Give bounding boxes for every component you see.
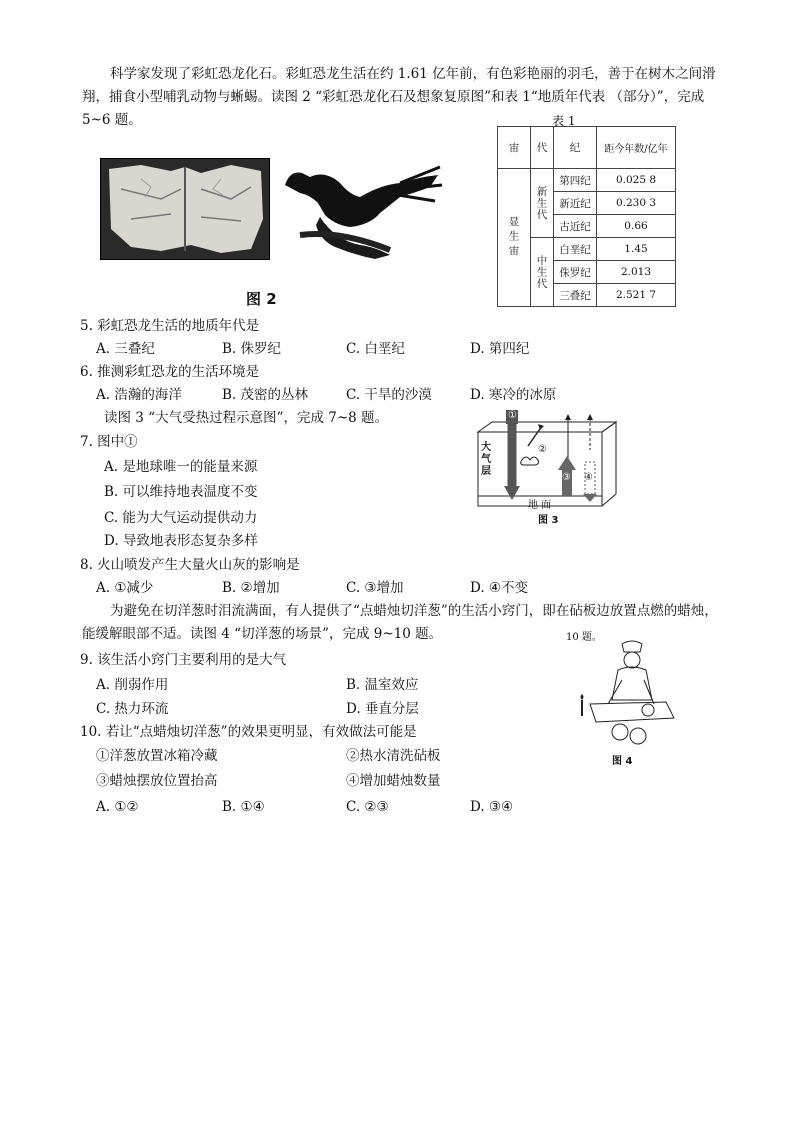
period-cell: 第四纪	[554, 169, 597, 192]
q5-option-b[interactable]: B. 侏罗纪	[222, 341, 282, 357]
period-cell: 三叠纪	[554, 284, 597, 307]
period-cell: 新近纪	[554, 192, 597, 215]
age-cell: 2.521 7	[597, 284, 676, 307]
figure-4-cutting-onion-scene	[570, 640, 680, 750]
q8-option-d[interactable]: D. ④不变	[470, 580, 529, 596]
atmosphere-label: 大气层	[481, 442, 491, 477]
mark-1: ①	[508, 410, 517, 421]
figure-3-label: 图 3	[538, 515, 559, 526]
age-cell: 1.45	[597, 238, 676, 261]
q10-option-c[interactable]: C. ②③	[346, 799, 389, 815]
intro-paragraph-3: 为避免在切洋葱时泪流满面，有人提供了“点蜡烛切洋葱”的生活小窍门，即在砧板边放置点燃的蜡烛，能缓解眼部不适。读图 4 “切洋葱的场景”，完成 9~10 题。	[82, 603, 718, 642]
period-cell: 侏罗纪	[554, 261, 597, 284]
period-cell: 白垩纪	[554, 238, 597, 261]
q10-item-2: ②热水清洗砧板	[346, 748, 441, 764]
q7-option-d[interactable]: D. 导致地表形态复杂多样	[104, 533, 258, 549]
geologic-time-table	[497, 126, 676, 307]
header-age: 距今年数/亿年	[597, 127, 676, 169]
ground-label: 地 面	[528, 500, 552, 511]
q7-option-c[interactable]: C. 能为大气运动提供动力	[104, 510, 258, 526]
fossil-photo	[100, 158, 270, 260]
q9-option-a[interactable]: A. 削弱作用	[96, 677, 169, 693]
q6-option-a[interactable]: A. 浩瀚的海洋	[96, 387, 182, 403]
q5-option-c[interactable]: C. 白垩纪	[346, 341, 405, 357]
q5-option-d[interactable]: D. 第四纪	[470, 341, 530, 357]
figure-3-atmosphere-heating-diagram	[472, 410, 622, 528]
figure-2-label: 图 2	[246, 290, 277, 308]
q10-item-3: ③蜡烛摆放位置抬高	[96, 773, 218, 789]
period-cell: 古近纪	[554, 215, 597, 238]
q10-option-a[interactable]: A. ①②	[96, 799, 139, 815]
q7-option-a[interactable]: A. 是地球唯一的能量来源	[104, 459, 258, 475]
question-5-stem: 5. 彩虹恐龙生活的地质年代是	[80, 318, 260, 334]
age-cell: 0.66	[597, 215, 676, 238]
q7-option-b[interactable]: B. 可以维持地表温度不变	[104, 484, 258, 500]
question-7-stem: 7. 图中①	[80, 434, 138, 450]
age-cell: 0.025 8	[597, 169, 676, 192]
q5-option-a[interactable]: A. 三叠纪	[96, 341, 155, 357]
q9-option-c[interactable]: C. 热力环流	[96, 701, 169, 717]
question-9-stem: 9. 该生活小窍门主要利用的是大气	[80, 652, 287, 668]
question-6-stem: 6. 推测彩虹恐龙的生活环境是	[80, 364, 260, 380]
header-era: 代	[531, 127, 554, 169]
q9-option-d[interactable]: D. 垂直分层	[346, 701, 419, 717]
mark-2: ②	[538, 444, 547, 455]
question-10-stem: 10. 若让“点蜡烛切洋葱”的效果更明显，有效做法可能是	[80, 724, 417, 740]
era-mesozoic: 中生代	[531, 238, 554, 307]
q9-option-b[interactable]: B. 温室效应	[346, 677, 419, 693]
header-period: 纪	[554, 127, 597, 169]
q8-option-b[interactable]: B. ②增加	[222, 580, 280, 596]
question-8-stem: 8. 火山喷发产生大量火山灰的影响是	[80, 557, 300, 573]
age-cell: 0.230 3	[597, 192, 676, 215]
q6-option-c[interactable]: C. 干旱的沙漠	[346, 387, 432, 403]
intro-paragraph-2: 读图 3 “大气受热过程示意图”，完成 7~8 题。	[104, 410, 389, 426]
intro-paragraph-1: 科学家发现了彩虹恐龙化石。彩虹恐龙生活在约 1.61 亿年前，有色彩艳丽的羽毛，善于在树木之间滑翔，捕食小型哺乳动物与蜥蜴。读图 2 “彩虹恐龙化石及想象复原图”和表 1“地质年代表 （部分）”，完成 5~6 题。	[82, 66, 716, 128]
q10-option-d[interactable]: D. ③④	[470, 799, 514, 815]
era-cenozoic: 新生代	[531, 169, 554, 238]
mark-4: ④	[584, 472, 593, 483]
q10-item-1: ①洋葱放置冰箱冷藏	[96, 748, 218, 764]
dinosaur-reconstruction-image	[280, 155, 445, 270]
eon-cell: 显生宙	[498, 169, 531, 307]
q8-option-a[interactable]: A. ①减少	[96, 580, 154, 596]
age-cell: 2.013	[597, 261, 676, 284]
q6-option-b[interactable]: B. 茂密的丛林	[222, 387, 309, 403]
mark-3: ③	[562, 472, 571, 483]
figure-4-label: 图 4	[612, 756, 633, 767]
q6-option-d[interactable]: D. 寒冷的冰原	[470, 387, 557, 403]
q10-option-b[interactable]: B. ①④	[222, 799, 265, 815]
q10-item-4: ④增加蜡烛数量	[346, 773, 441, 789]
header-eon: 宙	[498, 127, 531, 169]
q8-option-c[interactable]: C. ③增加	[346, 580, 404, 596]
figure-4-top-text: 10 题。	[566, 632, 602, 643]
table-1-title: 表 1	[552, 114, 576, 128]
